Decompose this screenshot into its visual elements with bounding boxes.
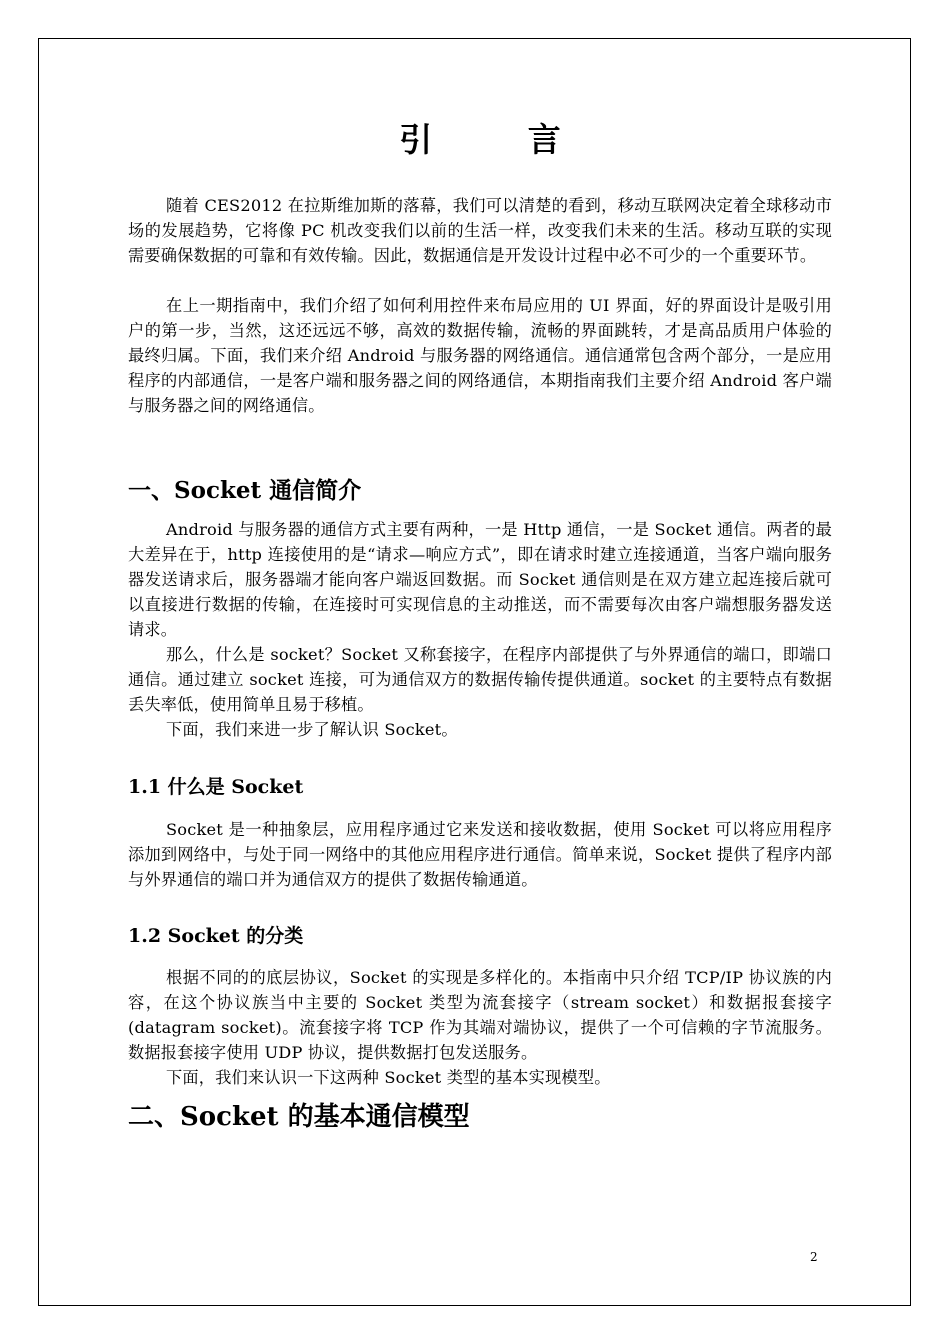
section-1-paragraph-3: 下面，我们来进一步了解认识 Socket。 — [166, 720, 458, 739]
section-1-2-paragraph-1: 根据不同的的底层协议，Socket 的实现是多样化的。本指南中只介绍 TCP/IP 协议族的内容，在这个协议族当中主要的 Socket 类型为流套接字（stream socket）和数据报套接字(datagram socket)。流套接字将 TCP 作为其端对端协议，提供了一个可信赖的字节流服务。数据报套接字使用 UDP 协议，提供数据打包发送服务。 — [128, 968, 832, 1062]
section-1-2-paragraph-2: 下面，我们来认识一下这两种 Socket 类型的基本实现模型。 — [166, 1068, 611, 1087]
section-2-heading: 二、Socket 的基本通信模型 — [128, 1102, 470, 1132]
section-1-2-heading: 1.2 Socket 的分类 — [128, 925, 304, 947]
section-1-heading: 一、Socket 通信简介 — [128, 477, 362, 504]
intro-paragraph-1: 随着 CES2012 在拉斯维加斯的落幕，我们可以清楚的看到，移动互联网决定着全球移动市场的发展趋势，它将像 PC 机改变我们以前的生活一样，改变我们未来的生活。移动互联的实现需要确保数据的可靠和有效传输。因此，数据通信是开发设计过程中必不可少的一个重要环节。 — [128, 196, 832, 265]
section-1-paragraph-2: 那么，什么是 socket？Socket 又称套接字，在程序内部提供了与外界通信的端口，即端口通信。通过建立 socket 连接，可为通信双方的数据传输传提供通道。socket 的主要特点有数据丢失率低，使用简单且易于移植。 — [128, 645, 832, 714]
page-title: 引 言 — [399, 120, 603, 159]
section-1-paragraph-1: Android 与服务器的通信方式主要有两种，一是 Http 通信，一是 Socket 通信。两者的最大差异在于，http 连接使用的是“请求—响应方式”，即在请求时建立连接通道，当客户端向服务器发送请求后，服务器端才能向客户端返回数据。而 Socket 通信则是在双方建立起连接后就可以直接进行数据的传输，在连接时可实现信息的主动推送，而不需要每次由客户端想服务器发送请求。 — [128, 520, 832, 639]
intro-paragraph-2: 在上一期指南中，我们介绍了如何利用控件来布局应用的 UI 界面，好的界面设计是吸引用户的第一步，当然，这还远远不够，高效的数据传输，流畅的界面跳转，才是高品质用户体验的最终归属。下面，我们来介绍 Android 与服务器的网络通信。通信通常包含两个部分，一是应用程序的内部通信，一是客户端和服务器之间的网络通信，本期指南我们主要介绍 Android 客户端与服务器之间的网络通信。 — [128, 296, 832, 415]
section-1-1-heading: 1.1 什么是 Socket — [128, 776, 304, 798]
page-number: 2 — [810, 1250, 818, 1264]
section-1-1-paragraph: Socket 是一种抽象层，应用程序通过它来发送和接收数据，使用 Socket 可以将应用程序添加到网络中，与处于同一网络中的其他应用程序进行通信。简单来说，Socket 提供了程序内部与外界通信的端口并为通信双方的提供了数据传输通道。 — [128, 820, 832, 889]
